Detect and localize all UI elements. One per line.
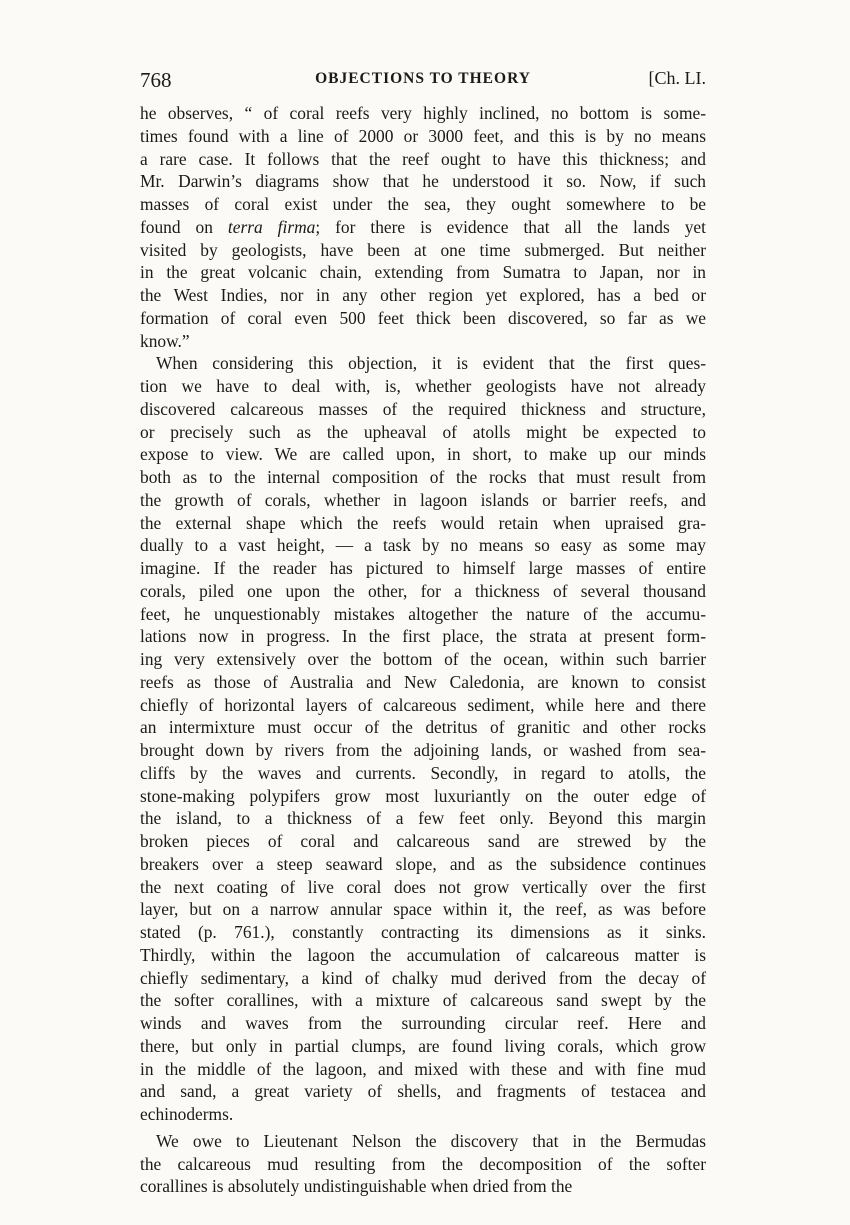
text-line: brought down by rivers from the adjoining lands, or washed from sea- — [140, 740, 706, 760]
text-line: the growth of corals, whether in lagoon islands or barrier reefs, and — [140, 489, 706, 510]
text-line: chiefly of horizontal layers of calcareous sediment, while here and there — [140, 694, 706, 715]
text-line: discovered calcareous masses of the required thickness and structure, — [140, 398, 706, 419]
text-line: corallines is absolutely undistinguishable when dried from the — [140, 1176, 573, 1197]
text-line: the softer corallines, with a mixture of calcareous sand swept by the — [140, 990, 706, 1011]
text-line: formation of coral even 500 feet thick been discovered, so far as we — [140, 307, 706, 328]
text-line: know.” — [140, 330, 190, 351]
text-line: the next coating of live coral does not grow vertically over the first — [140, 876, 706, 897]
body-text — [140, 102, 706, 1198]
text-line: the external shape which the reefs would retain when upraised gra- — [140, 512, 706, 533]
text-line: lations now in progress. In the first place, the strata at present form- — [140, 626, 706, 647]
text-line: dually to a vast height, — a task by no means so easy as some may — [140, 535, 706, 556]
text-line: tion we have to deal with, is, whether geologists have not already — [140, 376, 706, 396]
text-line: Thirdly, within the lagoon the accumulation of calcareous matter is — [140, 944, 706, 965]
paragraph-3 — [140, 1130, 706, 1198]
running-title: OBJECTIONS TO THEORY — [315, 70, 531, 87]
running-header — [140, 68, 706, 102]
text-line: the calcareous mud resulting from the decomposition of the softer — [140, 1153, 706, 1174]
text-line: or precisely such as the upheaval of atolls might be expected to — [140, 421, 706, 442]
text-line: times found with a line of 2000 or 3000 feet, and this is by no means — [140, 125, 706, 146]
chapter-label: [Ch. LI. — [648, 68, 706, 88]
text-line: chiefly sedimentary, a kind of chalky mud derived from the decay of — [140, 967, 706, 988]
text-line: both as to the internal composition of the rocks that must result from — [140, 467, 706, 487]
text-line: a rare case. It follows that the reef ought to have this thickness; and — [140, 148, 706, 169]
text-line: ing very extensively over the bottom of the ocean, within such barrier — [140, 649, 706, 669]
paragraph-1 — [140, 102, 706, 352]
book-page — [140, 68, 706, 1198]
text-line: there, but only in partial clumps, are found living corals, which grow — [140, 1035, 706, 1056]
text-line: in the great volcanic chain, extending from Sumatra to Japan, nor in — [140, 262, 706, 283]
text-line: expose to view. We are called upon, in short, to make up our minds — [140, 444, 706, 465]
text-line: he observes, “ of coral reefs very highly inclined, no bottom is some- — [140, 103, 706, 123]
text-line: winds and waves from the surrounding circular reef. Here and — [140, 1013, 706, 1033]
text-line: layer, but on a narrow annular space within it, the reef, as was before — [140, 899, 706, 920]
text-line: the West Indies, nor in any other region yet explored, has a bed or — [140, 285, 706, 305]
text-line: the island, to a thickness of a few feet only. Beyond this margin — [140, 808, 706, 829]
text-line: an intermixture must occur of the detritus of granitic and other rocks — [140, 717, 706, 738]
text-line: corals, piled one upon the other, for a thickness of several thousand — [140, 580, 706, 601]
text-line: breakers over a steep seaward slope, and as the subsidence continues — [140, 853, 706, 874]
text-line: imagine. If the reader has pictured to himself large masses of entire — [140, 558, 706, 578]
text-line: reefs as those of Australia and New Caledonia, are known to consist — [140, 671, 706, 692]
text-line: and sand, a great variety of shells, and fragments of testacea and — [140, 1081, 706, 1102]
paragraph-2 — [140, 352, 706, 1126]
text-line: echinoderms. — [140, 1104, 234, 1124]
text-line: We owe to Lieutenant Nelson the discovery that in the Bermudas — [156, 1130, 706, 1151]
text-line: found on terra firma; for there is evidence that all the lands yet — [140, 216, 706, 237]
text-line: feet, he unquestionably mistakes altogether the nature of the accumu- — [140, 603, 706, 624]
text-line: broken pieces of coral and calcareous sand are strewed by the — [140, 831, 706, 851]
text-line: cliffs by the waves and currents. Secondly, in regard to atolls, the — [140, 762, 706, 783]
text-line: visited by geologists, have been at one time submerged. But neither — [140, 239, 706, 260]
text-line: masses of coral exist under the sea, they ought somewhere to be — [140, 194, 706, 214]
text-line: in the middle of the lagoon, and mixed with these and with fine mud — [140, 1058, 706, 1079]
text-line: stone-making polypifers grow most luxuriantly on the outer edge of — [140, 785, 706, 806]
text-line: When considering this objection, it is evident that the first ques- — [156, 353, 706, 374]
text-line: Mr. Darwin’s diagrams show that he understood it so. Now, if such — [140, 171, 706, 192]
page-number: 768 — [140, 68, 172, 92]
text-line: stated (p. 761.), constantly contracting its dimensions as it sinks. — [140, 922, 706, 942]
